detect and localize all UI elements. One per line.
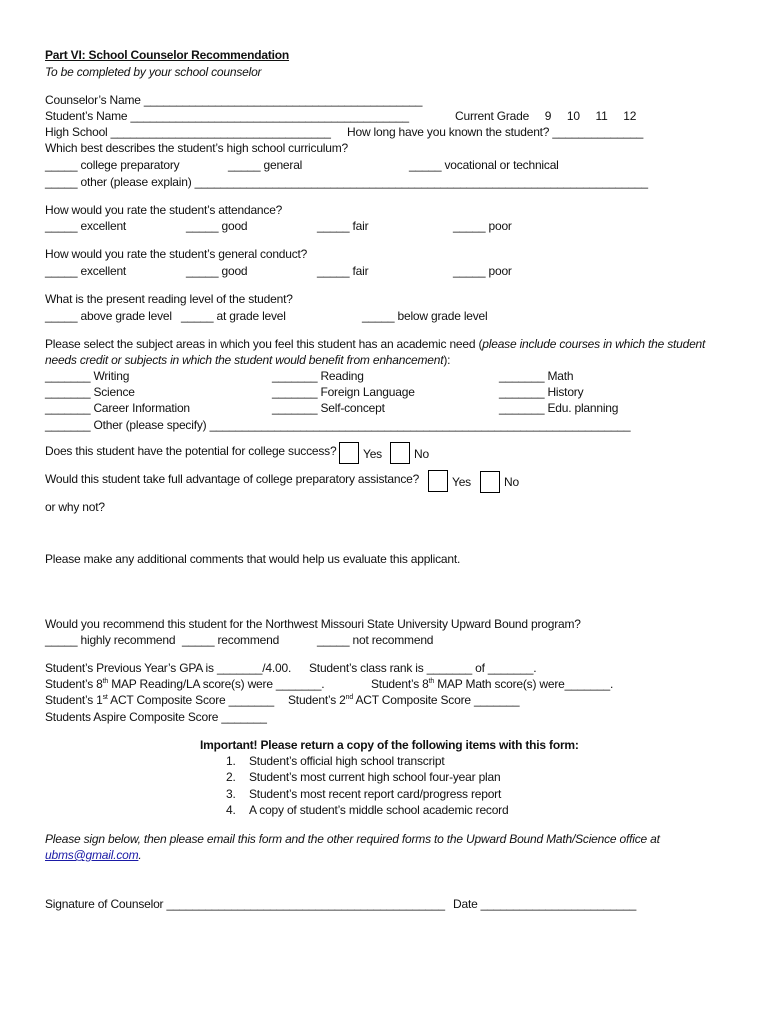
recommend-not-option[interactable]: _____ not recommend [317,633,434,647]
curriculum-other-option[interactable]: _____ other (please explain) ______________________________________________________________________ [45,175,648,189]
subject-career-option[interactable]: _______ Career Information [45,401,190,415]
date-field[interactable]: Date ________________________ [453,897,637,911]
conduct-poor-option[interactable]: _____ poor [453,264,512,278]
curriculum-college-option[interactable]: _____ college preparatory [45,158,180,172]
attendance-question: How would you rate the student’s attendance? [45,203,283,217]
advantage-yes-label: Yes [452,475,471,489]
subject-history-option[interactable]: _______ History [499,385,584,399]
curriculum-general-option[interactable]: _____ general [228,158,303,172]
curriculum-vocational-option[interactable]: _____ vocational or technical [409,158,559,172]
potential-question: Does this student have the potential for college success? [45,444,337,458]
attendance-good-option[interactable]: _____ good [186,219,248,233]
counselor-name-field[interactable]: Counselor’s Name ___________________________________________ [45,93,423,107]
important-title: Important! Please return a copy of the following items with this form: [200,738,579,752]
important-item-num: 1. [226,754,236,768]
counselor-signature-field[interactable]: Signature of Counselor ___________________________________________ [45,897,445,911]
potential-yes-checkbox[interactable] [339,442,359,464]
advantage-no-label: No [504,475,519,489]
subject-foreign-language-option[interactable]: _______ Foreign Language [272,385,415,399]
potential-no-checkbox[interactable] [390,442,410,464]
email-link[interactable]: ubms@gmail.com [45,848,139,862]
important-item-num: 2. [226,770,236,784]
reading-at-option[interactable]: _____ at grade level [181,309,286,323]
subject-math-option[interactable]: _______ Math [499,369,574,383]
recommend-option[interactable]: _____ recommend [182,633,280,647]
important-item: A copy of student’s middle school academic record [249,803,509,817]
sign-instructions: Please sign below, then please email this form and the other required forms to the Upward Bound Math/Science office at [45,832,660,846]
important-item: Student’s most current high school four-year plan [249,770,501,784]
email-line: ubms@gmail.com. [45,848,142,862]
subject-science-option[interactable]: _______ Science [45,385,135,399]
reading-above-option[interactable]: _____ above grade level [45,309,172,323]
conduct-fair-option[interactable]: _____ fair [317,264,369,278]
act-first-field[interactable]: Student’s 1st ACT Composite Score _______ [45,693,274,707]
advantage-no-checkbox[interactable] [480,471,500,493]
form-title: Part VI: School Counselor Recommendation [45,48,290,62]
conduct-question: How would you rate the student’s general conduct? [45,247,308,261]
subject-self-concept-option[interactable]: _______ Self-concept [272,401,385,415]
important-item: Student’s most recent report card/progress report [249,787,502,801]
subjects-intro: Please select the subject areas in which you feel this student has an academic need (please include courses in which the student [45,337,706,351]
subject-edu-planning-option[interactable]: _______ Edu. planning [499,401,619,415]
subject-writing-option[interactable]: _______ Writing [45,369,130,383]
why-not-prompt: or why not? [45,500,105,514]
map-math-field[interactable]: Student’s 8th MAP Math score(s) were_______. [371,677,614,691]
important-item-num: 4. [226,803,236,817]
recommend-highly-option[interactable]: _____ highly recommend [45,633,176,647]
class-rank-field[interactable]: Student’s class rank is _______ of _______. [309,661,537,675]
reading-level-question: What is the present reading level of the student? [45,292,293,306]
curriculum-question: Which best describes the student’s high school curriculum? [45,141,349,155]
potential-yes-label: Yes [363,447,382,461]
conduct-excellent-option[interactable]: _____ excellent [45,264,127,278]
important-item-num: 3. [226,787,236,801]
high-school-field[interactable]: High School __________________________________ [45,125,331,139]
advantage-yes-checkbox[interactable] [428,470,448,492]
aspire-score-field[interactable]: Students Aspire Composite Score _______ [45,710,267,724]
act-second-field[interactable]: Student’s 2nd ACT Composite Score _______ [288,693,520,707]
potential-no-label: No [414,447,429,461]
form-subtitle: To be completed by your school counselor [45,65,262,79]
subject-reading-option[interactable]: _______ Reading [272,369,364,383]
comments-prompt: Please make any additional comments that would help us evaluate this applicant. [45,552,461,566]
recommend-question: Would you recommend this student for the Northwest Missouri State University Upward Bound program? [45,617,581,631]
reading-below-option[interactable]: _____ below grade level [362,309,488,323]
advantage-question: Would this student take full advantage of college preparatory assistance? [45,472,420,486]
gpa-field[interactable]: Student’s Previous Year’s GPA is _______/4.00. [45,661,292,675]
attendance-fair-option[interactable]: _____ fair [317,219,369,233]
current-grade-field[interactable]: Current Grade 9 10 11 12 [455,109,637,123]
attendance-poor-option[interactable]: _____ poor [453,219,512,233]
student-name-field[interactable]: Student’s Name ___________________________________________ [45,109,409,123]
known-duration-field[interactable]: How long have you known the student? ______________ [347,125,644,139]
subject-other-option[interactable]: _______ Other (please specify) _________________________________________________________________ [45,418,631,432]
important-item: Student’s official high school transcript [249,754,445,768]
conduct-good-option[interactable]: _____ good [186,264,248,278]
map-reading-field[interactable]: Student’s 8th MAP Reading/LA score(s) were _______. [45,677,325,691]
subjects-intro-cont: needs credit or subjects in which the student would benefit from enhancement): [45,353,451,367]
attendance-excellent-option[interactable]: _____ excellent [45,219,127,233]
